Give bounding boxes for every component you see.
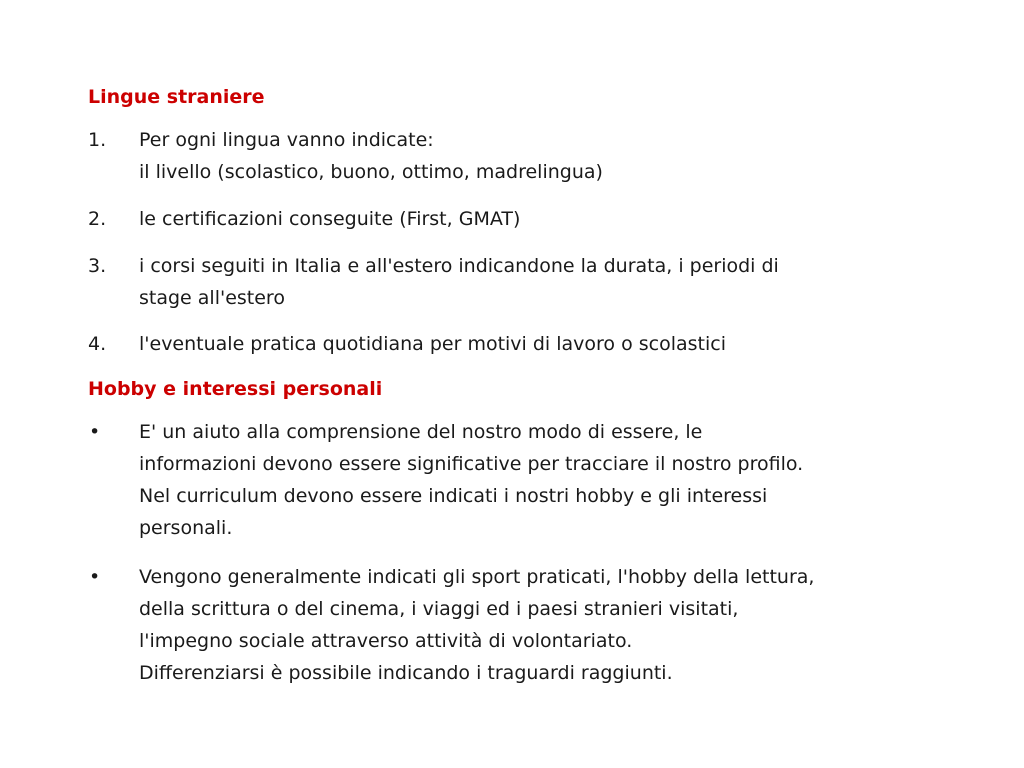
item-line: personali. [139,517,233,539]
item-line: l'eventuale pratica quotidiana per motivi di lavoro o scolastici [139,333,727,355]
item-line: stage all'estero [139,287,285,309]
item-line: il livello (scolastico, buono, ottimo, madrelingua) [139,161,603,183]
bullet-icon: • [89,421,101,443]
item-line: le certificazioni conseguite (First, GMAT) [139,208,521,230]
item-number: 3. [88,255,107,277]
item-number: 1. [88,129,107,151]
section-heading-hobby: Hobby e interessi personali [88,378,383,400]
item-line: l'impegno sociale attraverso attività di volontariato. [139,630,633,652]
item-line: i corsi seguiti in Italia e all'estero indicandone la durata, i periodi di [139,255,779,277]
item-number: 2. [88,208,107,230]
item-line: Nel curriculum devono essere indicati i nostri hobby e gli interessi [139,485,768,507]
item-text [139,561,968,689]
item-line: informazioni devono essere significative per tracciare il nostro profilo. [139,453,804,475]
item-text [139,250,968,314]
item-text [139,124,968,188]
item-line: Per ogni lingua vanno indicate: [139,129,434,151]
item-line: E' un aiuto alla comprensione del nostro modo di essere, le [139,421,703,443]
bullet-icon: • [89,566,101,588]
item-text [139,416,968,544]
item-text [139,203,968,235]
item-line: Differenziarsi è possibile indicando i traguardi raggiunti. [139,662,673,684]
item-line: della scrittura o del cinema, i viaggi ed i paesi stranieri visitati, [139,598,739,620]
item-number: 4. [88,333,107,355]
item-line: Vengono generalmente indicati gli sport praticati, l'hobby della lettura, [139,566,815,588]
item-text [139,328,968,360]
section-heading-lingue-straniere: Lingue straniere [88,86,265,108]
